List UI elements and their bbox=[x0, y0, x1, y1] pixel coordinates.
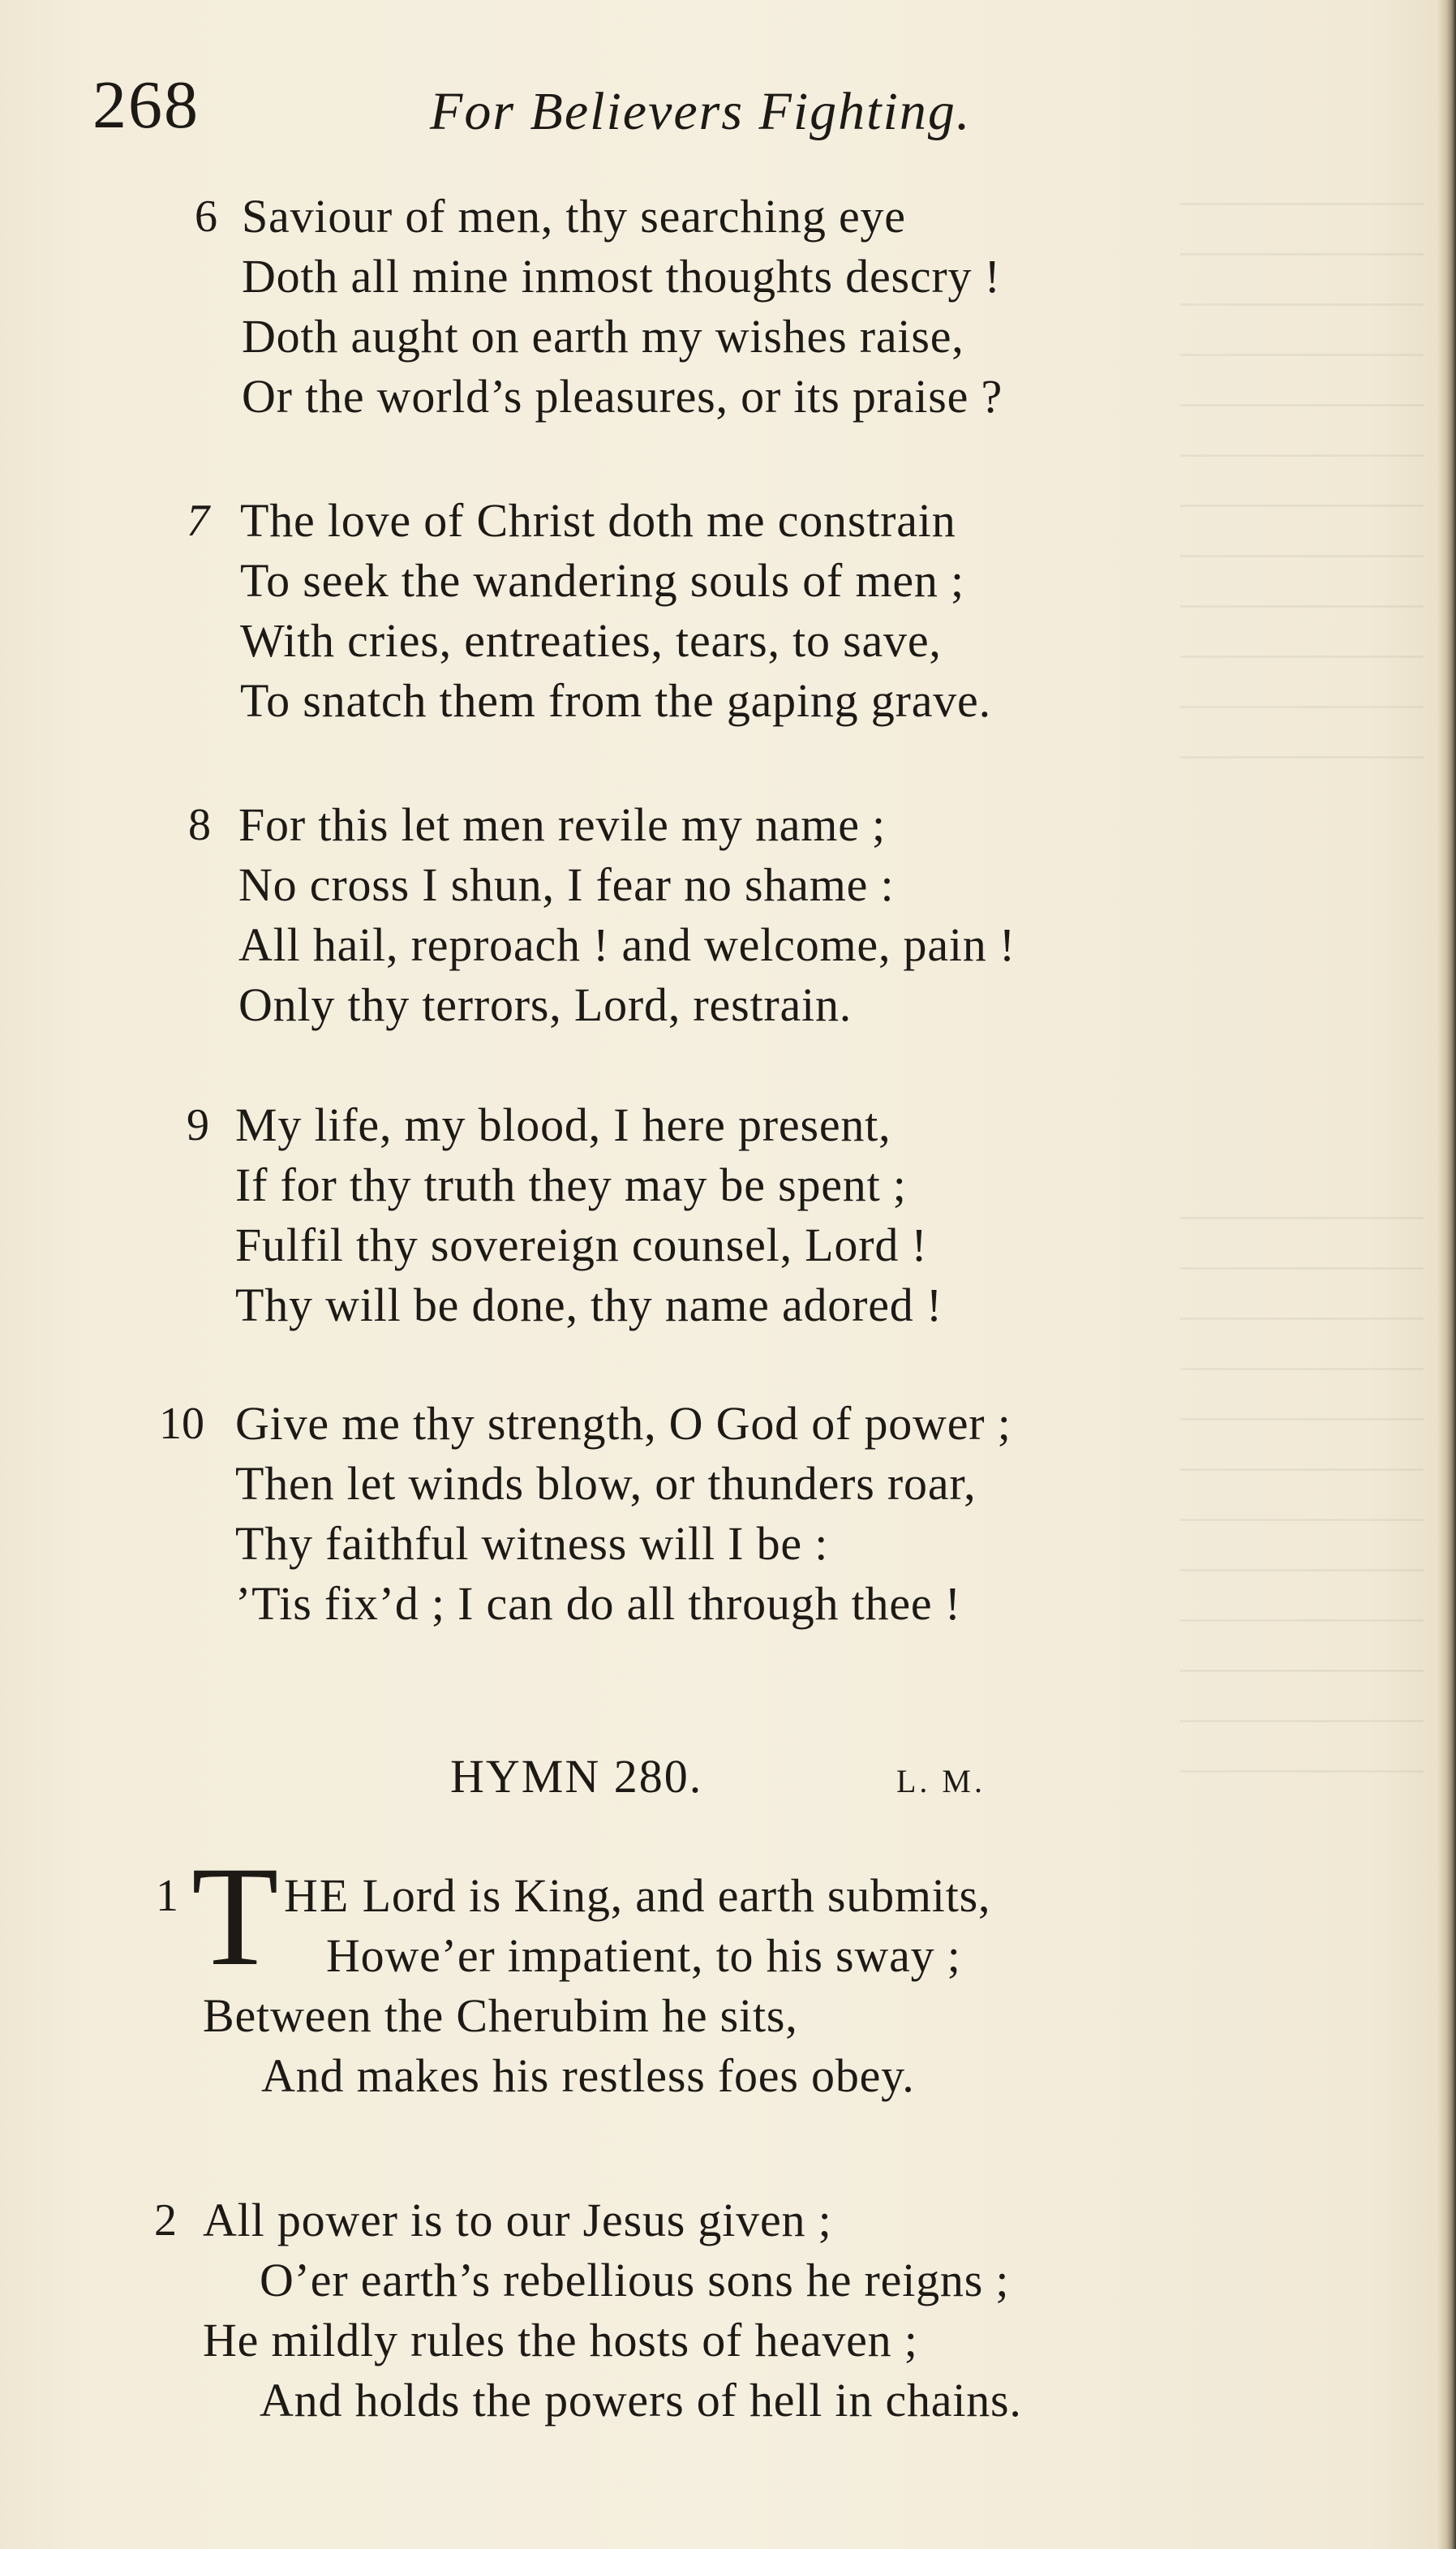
verse-line: And makes his restless foes obey. bbox=[261, 2049, 915, 2102]
verse-line: If for thy truth they may be spent ; bbox=[235, 1158, 907, 1211]
verse-line: With cries, entreaties, tears, to save, bbox=[240, 614, 942, 667]
hymn-title: HYMN 280. bbox=[450, 1750, 703, 1803]
verse-line: No cross I shun, I fear no shame : bbox=[238, 858, 895, 911]
page-edge bbox=[1438, 0, 1456, 2549]
verse-line: Saviour of men, thy searching eye bbox=[242, 190, 906, 243]
stanza-number: 9 bbox=[187, 1100, 209, 1150]
verse-line: And holds the powers of hell in chains. bbox=[260, 2374, 1022, 2426]
show-through-texture bbox=[1180, 203, 1424, 771]
verse-line: Only thy terrors, Lord, restrain. bbox=[238, 978, 853, 1031]
verse-line: Or the world’s pleasures, or its praise ? bbox=[242, 370, 1003, 423]
verse-line: Then let winds blow, or thunders roar, bbox=[235, 1457, 977, 1510]
verse-line-first bbox=[284, 1866, 990, 1926]
first-line-text: Lord is King, and earth submits, bbox=[350, 1869, 991, 1922]
verse-line: O’er earth’s rebellious sons he reigns ; bbox=[260, 2254, 1010, 2306]
running-title: For Believers Fighting. bbox=[430, 82, 972, 141]
verse-line: All power is to our Jesus given ; bbox=[203, 2194, 832, 2246]
stanza-number: 7 bbox=[187, 496, 209, 546]
verse-line: Howe’er impatient, to his sway ; bbox=[326, 1929, 961, 1982]
stanza-number: 2 bbox=[154, 2195, 177, 2246]
show-through-texture bbox=[1180, 1217, 1424, 1785]
hymn-meter: L. M. bbox=[896, 1763, 986, 1799]
verse-line: Thy will be done, thy name adored ! bbox=[235, 1279, 943, 1331]
stanza-number: 1 bbox=[156, 1871, 178, 1921]
stanza-number: 6 bbox=[195, 191, 217, 242]
verse-line: To snatch them from the gaping grave. bbox=[240, 674, 991, 727]
verse-line: He mildly rules the hosts of heaven ; bbox=[203, 2314, 918, 2366]
verse-line: Between the Cherubim he sits, bbox=[203, 1989, 798, 2042]
verse-line: My life, my blood, I here present, bbox=[235, 1098, 891, 1151]
stanza-number: 8 bbox=[188, 800, 211, 850]
verse-line: ’Tis fix’d ; I can do all through thee ! bbox=[235, 1577, 961, 1630]
verse-line: For this let men revile my name ; bbox=[238, 798, 886, 851]
verse-line: All hail, reproach ! and welcome, pain ! bbox=[238, 918, 1016, 971]
drop-cap: T bbox=[191, 1838, 279, 1996]
verse-line: Doth all mine inmost thoughts descry ! bbox=[242, 250, 1001, 303]
verse-line: To seek the wandering souls of men ; bbox=[240, 554, 964, 607]
verse-line: Fulfil thy sovereign counsel, Lord ! bbox=[235, 1219, 928, 1271]
verse-line: Doth aught on earth my wishes raise, bbox=[242, 310, 964, 363]
hymn-heading bbox=[0, 1744, 1456, 1809]
verse-line: Give me thy strength, O God of power ; bbox=[235, 1397, 1011, 1450]
stanza-number: 10 bbox=[159, 1399, 204, 1449]
verse-line: The love of Christ doth me constrain bbox=[240, 494, 956, 547]
verse-line: Thy faithful witness will I be : bbox=[235, 1517, 829, 1570]
page-number: 268 bbox=[92, 67, 200, 143]
first-line-capitals: HE bbox=[284, 1869, 350, 1922]
page-header bbox=[0, 65, 1456, 154]
